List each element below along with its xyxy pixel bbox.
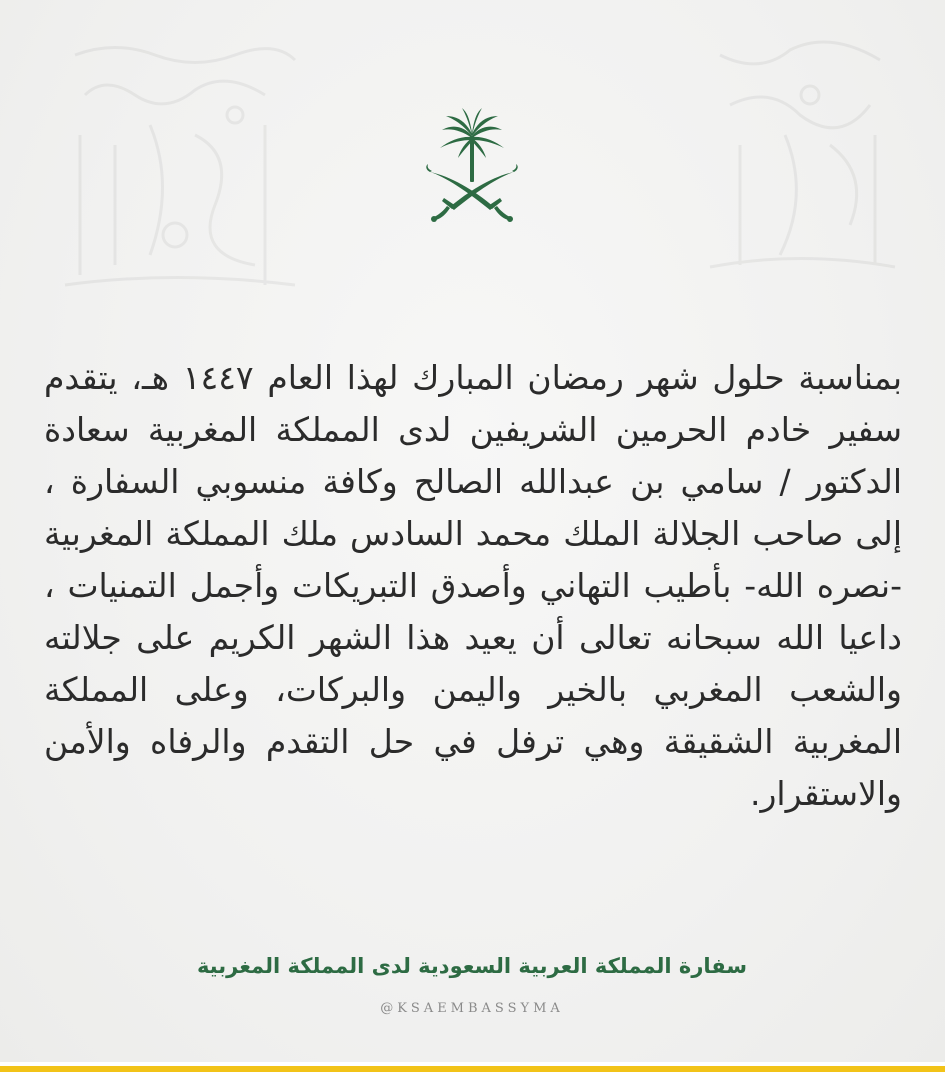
saudi-palm-and-swords-emblem-icon bbox=[424, 106, 520, 224]
bottom-accent-bar bbox=[0, 1062, 945, 1080]
gold-stripe bbox=[0, 1066, 945, 1072]
embassy-name: سفارة المملكة العربية السعودية لدى المملكة المغربية bbox=[196, 954, 748, 978]
message-body: بمناسبة حلول شهر رمضان المبارك لهذا العام ١٤٤٧ هـ، يتقدم سفير خادم الحرمين الشريفين لدى المملكة المغربية سعادة الدكتور / سامي بن عبدالله الصالح وكافة منسوبي السفارة ، إلى صاحب الجلالة الملك محمد السادس ملك المملكة المغربية -نصره الله- بأطيب التهاني وأصدق التبريكات وأجمل التمنيات ، داعيا الله سبحانه تعالى أن يعيد هذا الشهر الكريم على جلالته والشعب المغربي بالخير واليمن والبركات، وعلى المملكة المغربية الشقيقة وهي ترفل في حل التقدم والرفاه والأمن والاستقرار. bbox=[44, 358, 902, 813]
arabic-calligraphy-watermark-icon bbox=[55, 35, 305, 295]
social-handle: @KSAEMBASSYMA bbox=[380, 1001, 564, 1016]
arabic-calligraphy-watermark-icon bbox=[700, 35, 900, 275]
